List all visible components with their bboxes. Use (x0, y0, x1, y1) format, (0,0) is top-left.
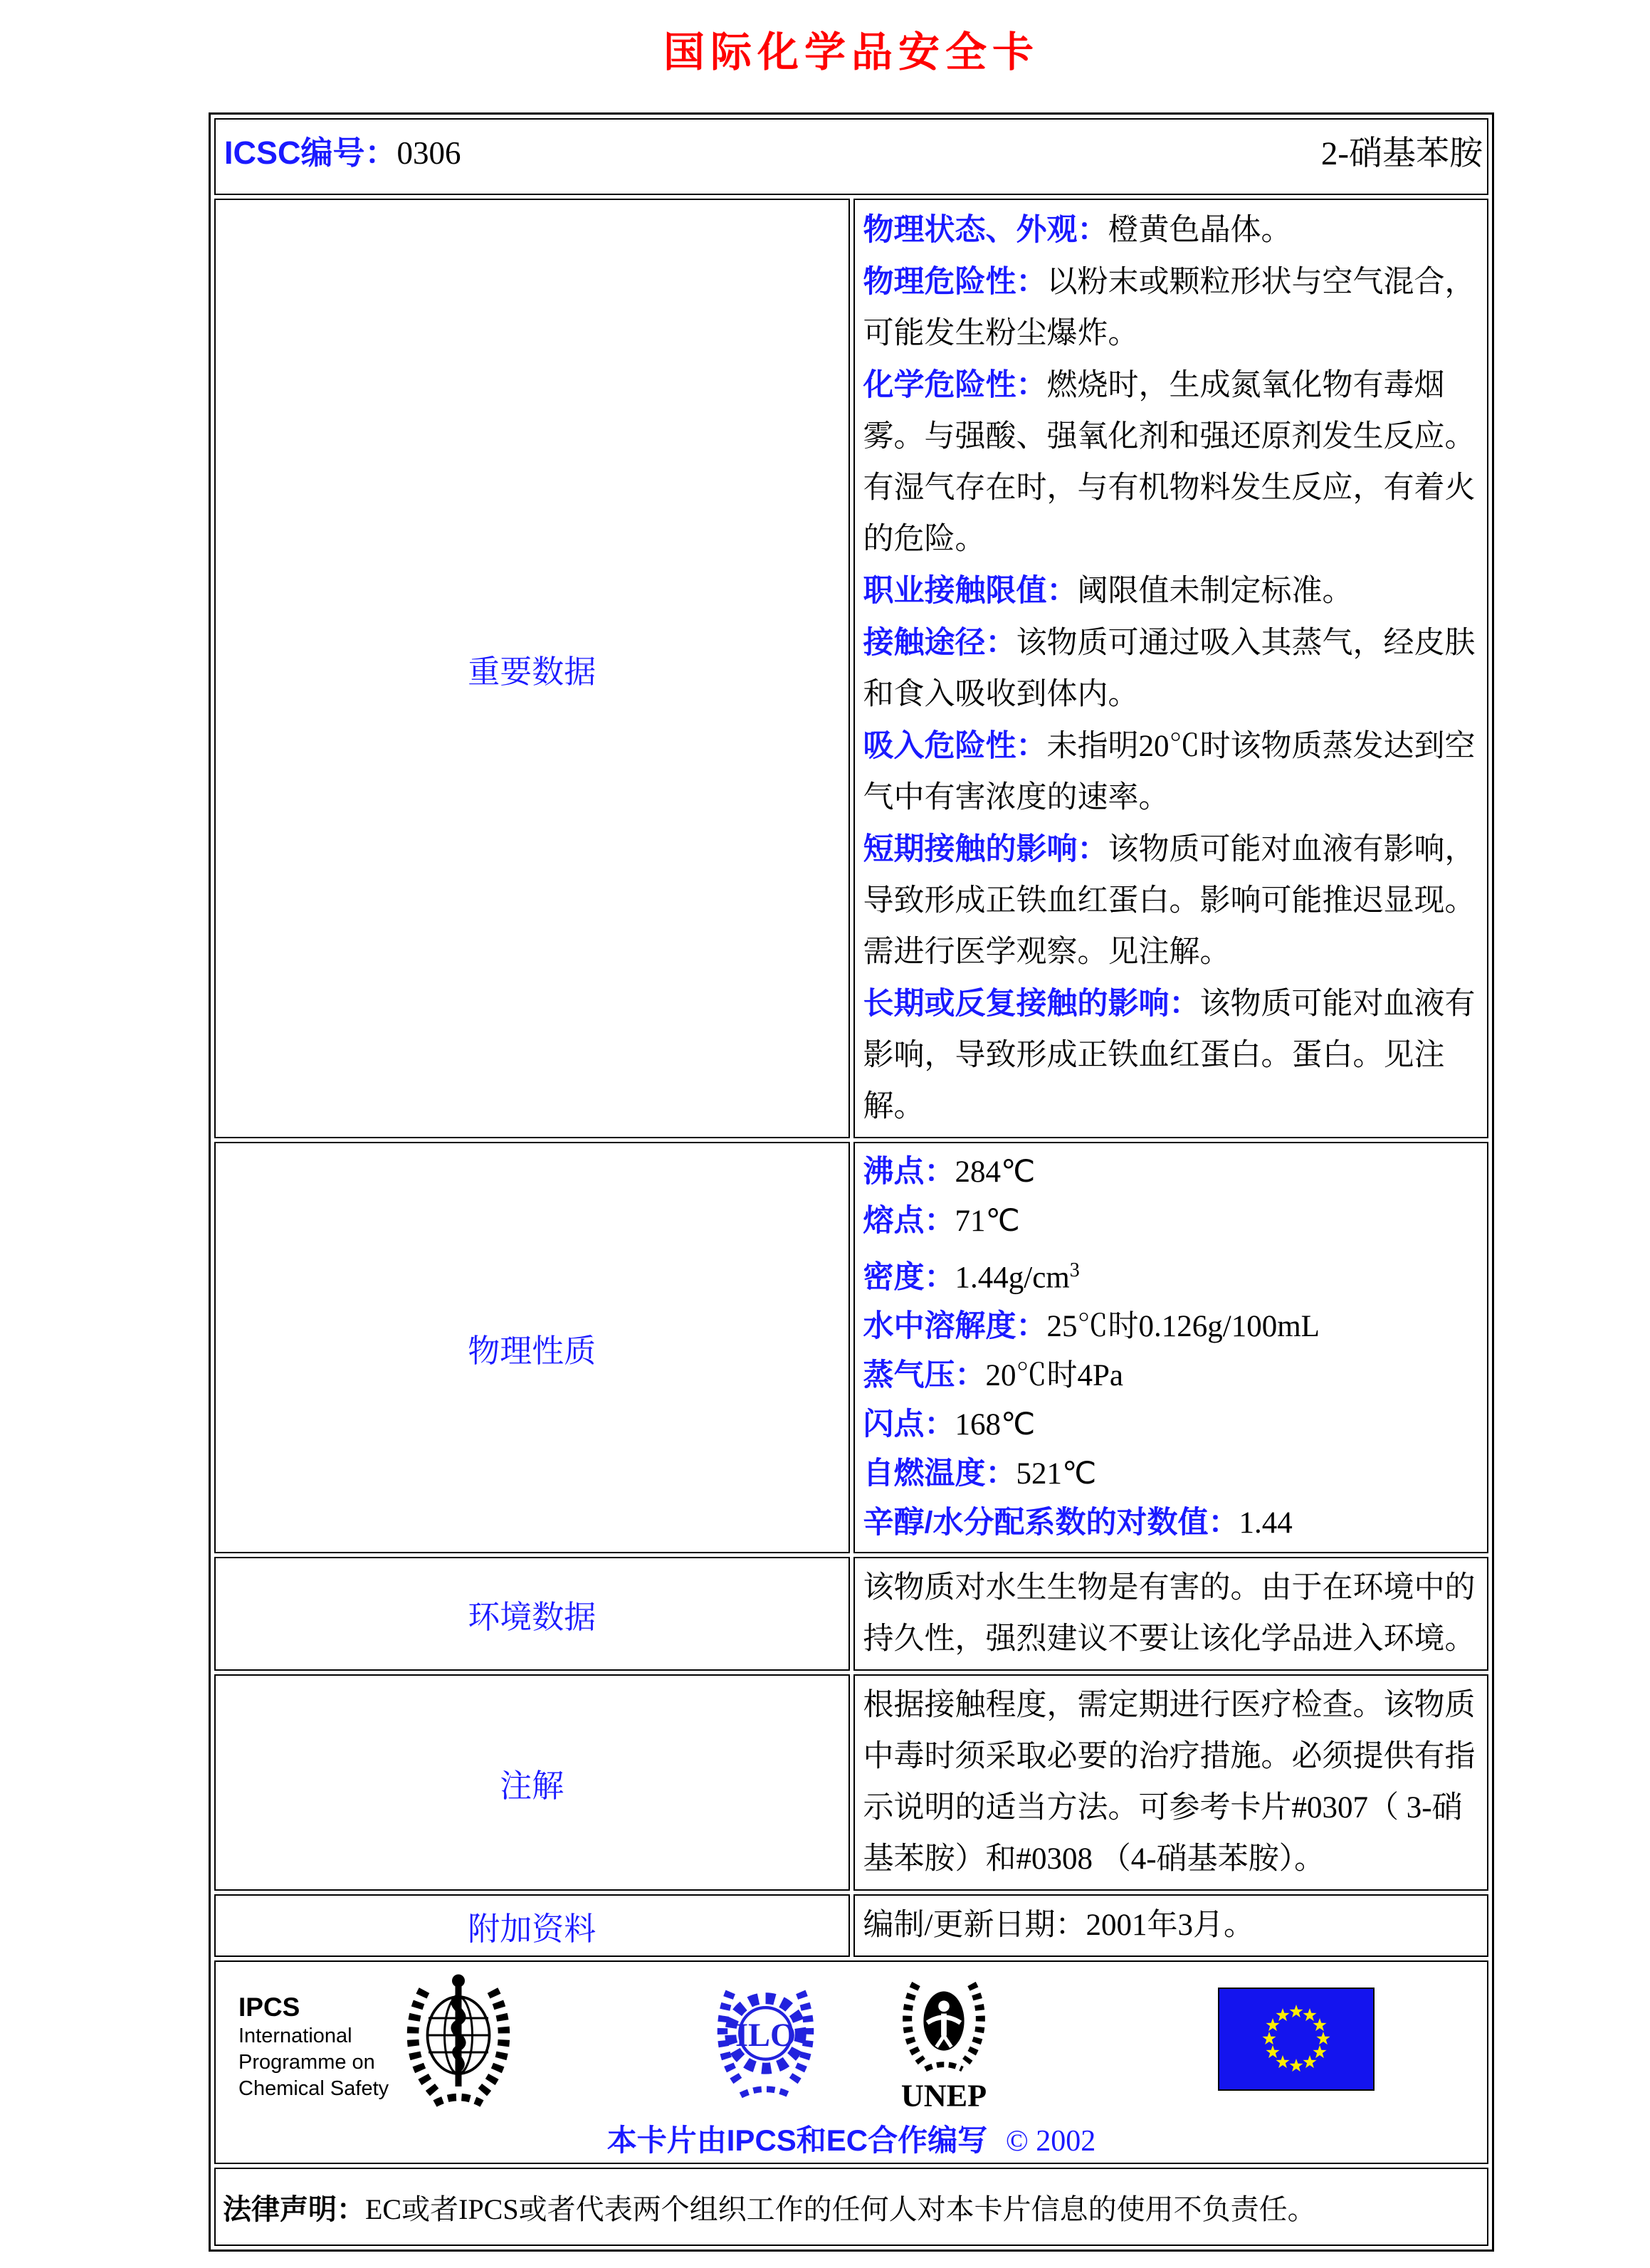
ipcs-text-block (238, 1992, 389, 2102)
property-line (863, 720, 1479, 824)
field-label: 长期或反复接触的影响： (863, 987, 1200, 1021)
additional-info-row-label: 附加资料 (214, 1894, 850, 1957)
property-line (863, 1302, 1479, 1351)
field-label: 水中溶解度： (863, 1309, 1047, 1344)
field-label: 闪点： (863, 1407, 955, 1442)
field-value: 1.44g/cm (955, 1261, 1070, 1295)
physical-properties-row-label: 物理性质 (214, 1142, 850, 1553)
notes-text: 根据接触程度，需定期进行医疗检查。该物质中毒时须采取必要的治疗措施。必须提供有指示说明的适当方法。可参考卡片#0307（ 3-硝基苯胺）和#0308 （4-硝基苯胺）。 (863, 1689, 1476, 1876)
cooperation-caption (216, 2117, 1487, 2160)
eu-flag-icon (1218, 1988, 1375, 2091)
physical-properties-row (214, 1142, 1488, 1553)
field-label: 沸点： (863, 1155, 955, 1189)
chemical-name: 2-硝基苯胺 (1320, 135, 1483, 172)
important-data-row-label: 重要数据 (214, 199, 850, 1138)
legal-row (214, 2168, 1488, 2246)
ipcs-line: Chemical Safety (238, 2077, 389, 2101)
field-label: 辛醇/水分配系数的对数值： (863, 1506, 1239, 1540)
field-value: 521℃ (1016, 1457, 1097, 1491)
property-line (863, 256, 1479, 359)
property-line (863, 359, 1479, 565)
notes-row (214, 1674, 1488, 1891)
copyright-text: © 2002 (1005, 2125, 1096, 2158)
property-line (863, 824, 1479, 978)
property-line (863, 1351, 1479, 1400)
field-label: 物理危险性： (863, 265, 1047, 299)
property-line (863, 1246, 1479, 1302)
unep-wordmark: UNEP (900, 2078, 987, 2114)
logos-row (214, 1960, 1488, 2164)
property-line (863, 978, 1479, 1133)
notes-content (853, 1674, 1489, 1891)
field-value: 该物质可通过吸入其蒸气，经皮肤和食入吸收到体内。 (863, 626, 1476, 711)
environment-data-row (214, 1557, 1488, 1671)
field-label: 职业接触限值： (863, 574, 1078, 608)
property-line (863, 1498, 1479, 1548)
unep-logo-icon (898, 1975, 990, 2114)
environment-text: 该物质对水生生物是有害的。由于在环境中的持久性，强烈建议不要让该化学品进入环境。 (863, 1571, 1476, 1657)
field-label: 自燃温度： (863, 1456, 1016, 1491)
logos-cell (214, 1960, 1488, 2164)
property-line (863, 204, 1479, 256)
update-date-value: 2001年3月。 (1086, 1909, 1254, 1943)
environment-data-row-label: 环境数据 (214, 1557, 850, 1671)
property-line (863, 1197, 1479, 1246)
physical-properties-content (853, 1142, 1489, 1553)
header-cell (214, 118, 1488, 195)
property-line (863, 1148, 1479, 1197)
icsc-number-value: 0306 (396, 135, 461, 171)
notes-row-label: 注解 (214, 1674, 850, 1891)
field-value: 71℃ (955, 1204, 1020, 1238)
who-logo-icon (405, 1970, 512, 2113)
field-value: 该物质可能对血液有影响，导致形成正铁血红蛋白。蛋白。见注解。 (863, 987, 1476, 1123)
field-value: 284℃ (955, 1155, 1036, 1189)
icsc-number-label: ICSC编号： (224, 135, 397, 171)
field-value: 25℃时0.126g/100mL (1046, 1310, 1320, 1344)
field-value: 20℃时4Pa (985, 1359, 1123, 1393)
update-date-line (863, 1900, 1479, 1951)
additional-info-content (853, 1894, 1489, 1957)
field-label: 短期接触的影响： (863, 832, 1108, 866)
field-label: 物理状态、外观： (863, 213, 1108, 247)
field-label: 熔点： (863, 1204, 955, 1238)
legal-label: 法律声明： (223, 2193, 365, 2225)
additional-info-row (214, 1894, 1488, 1957)
update-date-label: 编制/更新日期： (863, 1909, 1086, 1943)
icsc-table (209, 112, 1494, 2252)
field-label: 吸入危险性： (863, 729, 1047, 763)
legal-text: EC或者IPCS或者代表两个组织工作的任何人对本卡片信息的使用不负责任。 (365, 2193, 1316, 2225)
header-row (214, 118, 1488, 195)
field-label: 化学危险性： (863, 368, 1047, 402)
field-value: 橙黄色晶体。 (1108, 214, 1292, 247)
field-value: 阈限值未制定标准。 (1077, 574, 1353, 608)
field-value: 燃烧时，生成氮氧化物有毒烟雾。与强酸、强氧化剂和强还原剂发生反应。有湿气存在时，与有机物料发生反应，有着火的危险。 (863, 369, 1476, 556)
page-title: 国际化学品安全卡 (663, 29, 1039, 75)
property-line (863, 1400, 1479, 1449)
important-data-content (853, 199, 1489, 1138)
field-value: 168℃ (955, 1408, 1036, 1442)
property-line (863, 1449, 1479, 1498)
ipcs-line: Programme on (238, 2051, 375, 2074)
environment-data-content (853, 1557, 1489, 1671)
field-value: 未指明20℃时该物质蒸发达到空气中有害浓度的速率。 (863, 730, 1476, 814)
cooperation-text: 本卡片由IPCS和EC合作编写 (606, 2123, 988, 2158)
ilo-wordmark: ILO (735, 2017, 797, 2054)
field-value: 该物质可能对血液有影响，导致形成正铁血红蛋白。影响可能推迟显现。需进行医学观察。见注解。 (863, 833, 1476, 969)
legal-cell (214, 2168, 1488, 2246)
ilo-logo-icon (714, 1978, 817, 2106)
field-value-superscript: 3 (1069, 1259, 1080, 1281)
field-label: 接触途径： (863, 626, 1016, 660)
property-line (863, 565, 1479, 617)
field-label: 蒸气压： (863, 1358, 986, 1393)
ipcs-line: International (238, 2025, 352, 2048)
field-value: 1.44 (1239, 1506, 1293, 1540)
important-data-row (214, 199, 1488, 1138)
field-value: 以粉末或颗粒形状与空气混合，可能发生粉尘爆炸。 (863, 266, 1476, 350)
property-line (863, 617, 1479, 720)
field-label: 密度： (863, 1260, 955, 1295)
ipcs-abbr: IPCS (238, 1993, 300, 2022)
